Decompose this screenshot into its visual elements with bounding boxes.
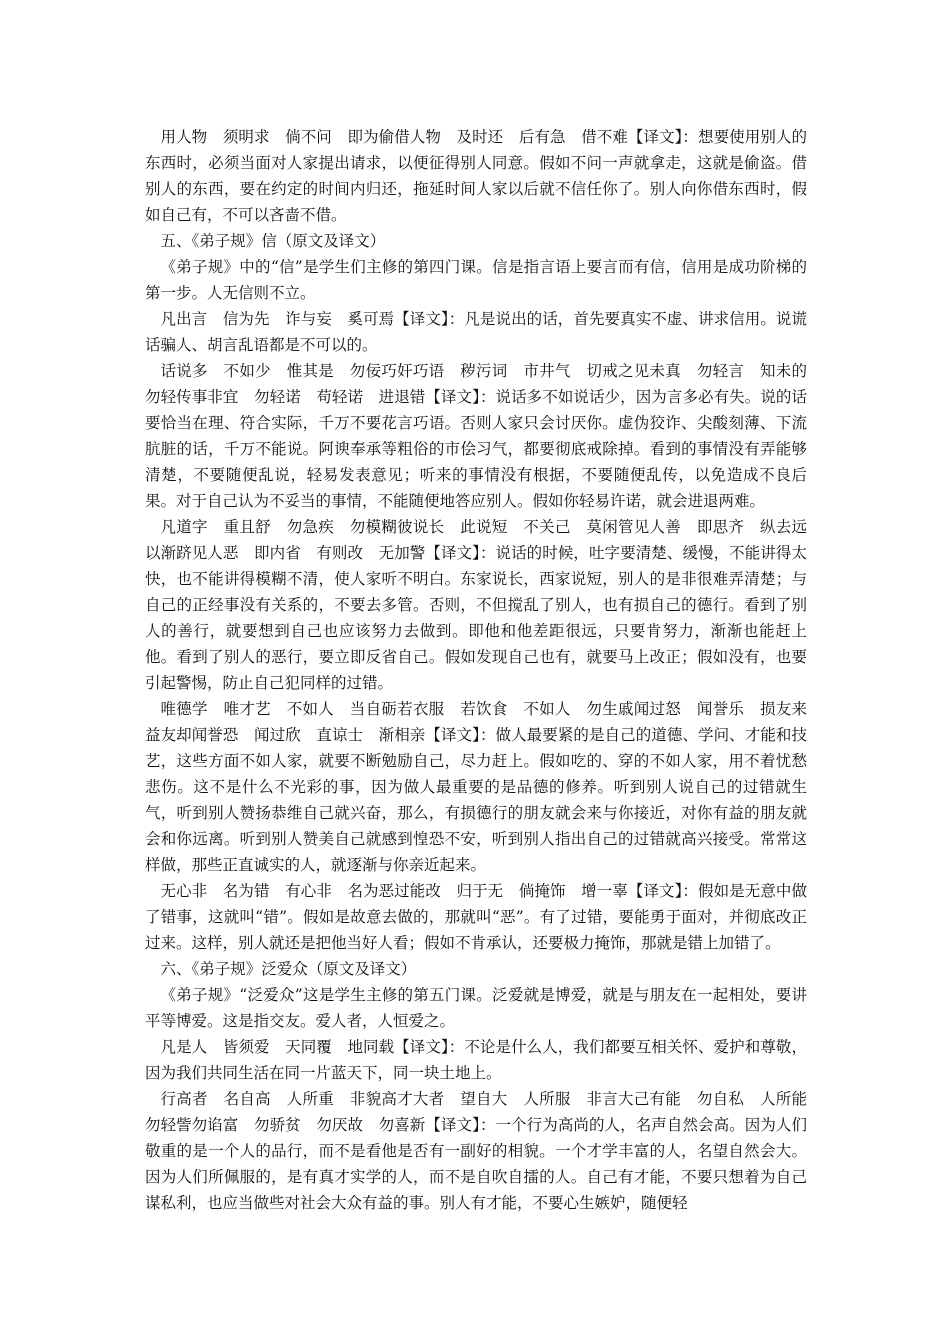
paragraph-fanaizhong-intro: 《弟子规》“泛爱众”这是学生主修的第五门课。泛爱就是博爱，就是与朋友在一起相处，要讲平等博爱。这是指交友。爱人者，人恒爱之。: [145, 986, 807, 1030]
paragraph-talk-less: 话说多 不如少 惟其是 勿佞巧奸巧语 秽污词 市井气 切戒之见未真 勿轻言 知未的 勿轻传事非宜 勿轻诺 苟轻诺 进退错【译文】：说话多不如说话少，因为言多必有失。说的话要恰当在理、符合实际，千万不要花言巧语。否则人家只会讨厌你。虚伪狡诈、尖酸刻薄、下流肮脏的话，千万不能说。阿谀奉承等粗俗的市侩习气，都要彻底戒除掉。看到的事情没有弄能够清楚，不要随便乱说，轻易发表意见；听来的事情没有根据，不要随便乱传，以免造成不良后果。对于自己认为不妥当的事情，不能随便地答应别人。假如你轻易许诺，就会进退两难。: [145, 362, 823, 510]
paragraph-borrowing: 用人物 须明求 倘不问 即为偷借人物 及时还 后有急 借不难【译文】：想要使用别人的东西时，必须当面对人家提出请求，以便征得别人同意。假如不问一声就拿走，这就是偷盗。借别人的东西，要在约定的时间内归还，拖延时间人家以后就不信任你了。别人向你借东西时，假如自己有，不可以吝啬不借。: [145, 128, 807, 224]
paragraph-speech: 凡出言 信为先 诈与妄 奚可焉【译文】：凡是说出的话，首先要真实不虚、讲求信用。说谎话骗人、胡言乱语都是不可以的。: [145, 310, 807, 354]
paragraph-virtue-learning: 唯德学 唯才艺 不如人 当自砺若衣服 若饮食 不如人 勿生戚闻过怒 闻誉乐 损友来 益友却闻誉恐 闻过欣 直谅士 渐相亲【译文】：做人最要紧的是自己的道德、学问、才能和技艺，这些方面不如人家，就要不断勉励自己，尽力赶上。假如吃的、穿的不如人家，用不着忧愁悲伤。这不是什么不光彩的事，因为做人最重要的是品德的修养。听到别人说自己的过错就生气，听到别人赞扬恭维自己就兴奋，那么，有损德行的朋友就会来与你接近，对你有益的朋友就会和你远离。听到别人赞美自己就感到惶恐不安，听到别人指出自己的过错就高兴接受。常常这样做，那些正直诚实的人，就逐渐与你亲近起来。: [145, 700, 823, 874]
section-heading-xin: 五、《弟子规》信（原文及译文）: [160, 232, 386, 250]
document-page: [145, 124, 823, 1216]
paragraph-xin-intro: 《弟子规》中的“信”是学生们主修的第四门课。信是指言语上要言而有信，信用是成功阶梯的第一步。人无信则不立。: [145, 258, 807, 302]
paragraph-high-conduct: 行高者 名自高 人所重 非貌高才大者 望自大 人所服 非言大己有能 勿自私 人所能 勿轻訾勿谄富 勿骄贫 勿厌故 勿喜新【译文】：一个行为高尚的人，名声自然会高。因为人们敬重的是一个人的品行，而不是看他是否有一副好的相貌。一个才学丰富的人，名望自然会大。因为人们所佩服的，是有真才实学的人，而不是自吹自擂的人。自己有才能，不要只想着为自己谋私利，也应当做些对社会大众有益的事。别人有才能，不要心生嫉妒，随便轻: [145, 1090, 823, 1212]
paragraph-love-all: 凡是人 皆须爱 天同覆 地同载【译文】：不论是什么人，我们都要互相关怀、爱护和尊敬，因为我们共同生活在同一片蓝天下，同一块土地上。: [145, 1038, 807, 1082]
section-heading-fanaizhong: 六、《弟子规》泛爱众（原文及译文）: [160, 960, 417, 978]
paragraph-mistakes: 无心非 名为错 有心非 名为恶过能改 归于无 倘掩饰 增一辜【译文】：假如是无意中做了错事，这就叫“错”。假如是故意去做的，那就叫“恶”。有了过错，要能勇于面对，并彻底改正过来。这样，别人就还是把他当好人看；假如不肯承认，还要极力掩饰，那就是错上加错了。: [145, 882, 807, 952]
paragraph-speak-clearly: 凡道字 重且舒 勿急疾 勿模糊彼说长 此说短 不关己 莫闲管见人善 即思齐 纵去远 以渐跻见人恶 即内省 有则改 无加警【译文】：说话的时候，吐字要清楚、缓慢，不能讲得太快，也不能讲得模糊不清，使人家听不明白。东家说长，西家说短，别人的是非很难弄清楚；与自己的正经事没有关系的，不要去多管。否则，不但搅乱了别人，也有损自己的德行。看到了别人的善行，就要想到自己也应该努力去做到。即他和他差距很远，只要肯努力，渐渐也能赶上他。看到了别人的恶行，要立即反省自己。假如发现自己也有，就要马上改正；假如没有，也要引起警惕，防止自己犯同样的过错。: [145, 518, 823, 692]
